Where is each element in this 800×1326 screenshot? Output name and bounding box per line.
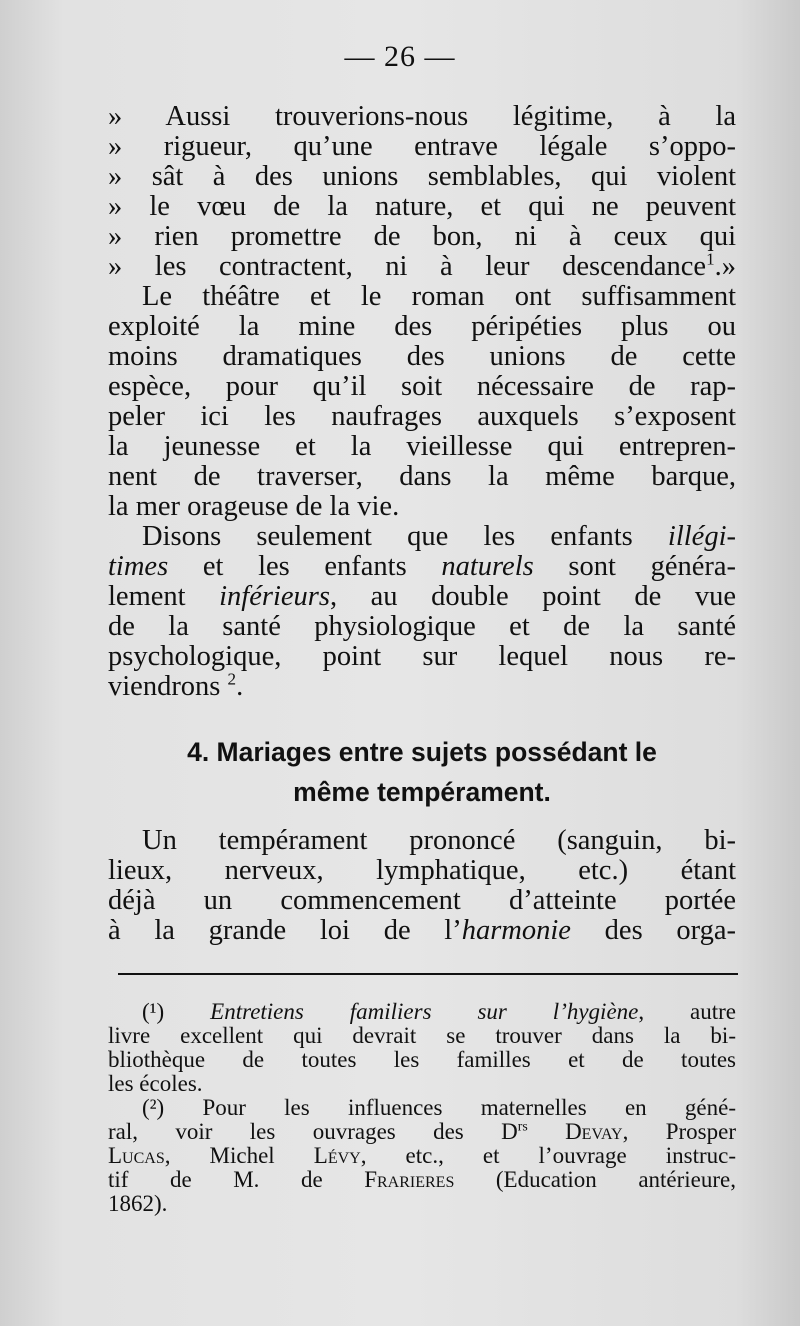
paragraph-line: Disons seulement que les enfants illégi-	[142, 521, 736, 552]
footnote-2-line: 1862).	[108, 1191, 168, 1216]
footnote-1-line: les écoles.	[108, 1071, 203, 1096]
paragraph-temperament	[108, 826, 736, 946]
section-heading-line: 4. Mariages entre sujets possédant le	[187, 737, 657, 767]
paragraph-line: Un tempérament prononcé (sanguin, bi-	[142, 825, 736, 856]
paragraph-line: Le théâtre et le roman ont suffisamment	[142, 281, 736, 312]
paragraph-line: exploité la mine des péripéties plus ou	[108, 311, 736, 342]
main-text	[108, 102, 736, 702]
quote-line: » rigueur, qu’une entrave légale s’oppo-	[108, 131, 736, 162]
quote-line: » sât à des unions semblables, qui violent	[108, 161, 736, 192]
quote-line: » Aussi trouverions-nous légitime, à la	[108, 101, 736, 132]
paragraph-line: nent de traverser, dans la même barque,	[108, 461, 736, 492]
paragraph-line: psychologique, point sur lequel nous re-	[108, 641, 736, 672]
paragraph-line: peler ici les naufrages auxquels s’exposent	[108, 401, 736, 432]
paragraph-line: viendrons $^2$.	[108, 669, 244, 702]
footnote-1-line: livre excellent qui devrait se trouver dans la bi-	[108, 1023, 736, 1048]
paragraph-line: moins dramatiques des unions de cette	[108, 341, 736, 372]
paragraph-line: la jeunesse et la vieillesse qui entrepren-	[108, 431, 736, 462]
quote-line: » le vœu de la nature, et qui ne peuvent	[108, 191, 736, 222]
paragraph-line: de la santé physiologique et de la santé	[108, 611, 736, 642]
quote-line: » rien promettre de bon, ni à ceux qui	[108, 221, 736, 252]
footnotes	[108, 1000, 736, 1216]
footnote-2-line: tif de M. de Frarieres (Education antérieure,	[108, 1167, 736, 1192]
paragraph-line: lement inférieurs, au double point de vue	[108, 581, 736, 612]
footnote-2-line: Lucas, Michel Lévy, etc., et l’ouvrage instruc-	[108, 1143, 736, 1168]
footnote-2-line: ral, voir les ouvrages des $D^{rs}$ Devay, Prosper	[108, 1118, 736, 1144]
footnote-2-line: (²) Pour les influences maternelles en géné-	[142, 1095, 736, 1120]
paragraph-line: times et les enfants naturels sont généra-	[108, 551, 736, 582]
quote-line-last: » les contractent, ni à leur descendance$^1$.»	[108, 249, 736, 282]
page-number: — 26 —	[344, 40, 456, 73]
section-heading-line: même tempérament.	[293, 777, 551, 807]
footnote-ref: 1	[706, 249, 715, 269]
footnote-ref: 2	[227, 669, 237, 689]
paragraph-line: lieux, nerveux, lymphatique, etc.) étant	[108, 855, 736, 886]
section-heading	[108, 732, 736, 812]
footnote-divider	[118, 973, 738, 975]
paragraph-line: espèce, pour qu’il soit nécessaire de rap-	[108, 371, 736, 402]
paragraph-line: déjà un commencement d’atteinte portée	[108, 885, 736, 916]
paragraph-line: la mer orageuse de la vie.	[108, 491, 400, 522]
paragraph-line: à la grande loi de l’harmonie des orga-	[108, 915, 736, 946]
footnote-1-line: (¹) Entretiens familiers sur l’hygiène, autre	[142, 999, 737, 1024]
footnote-1-line: bliothèque de toutes les familles et de toutes	[108, 1047, 736, 1072]
